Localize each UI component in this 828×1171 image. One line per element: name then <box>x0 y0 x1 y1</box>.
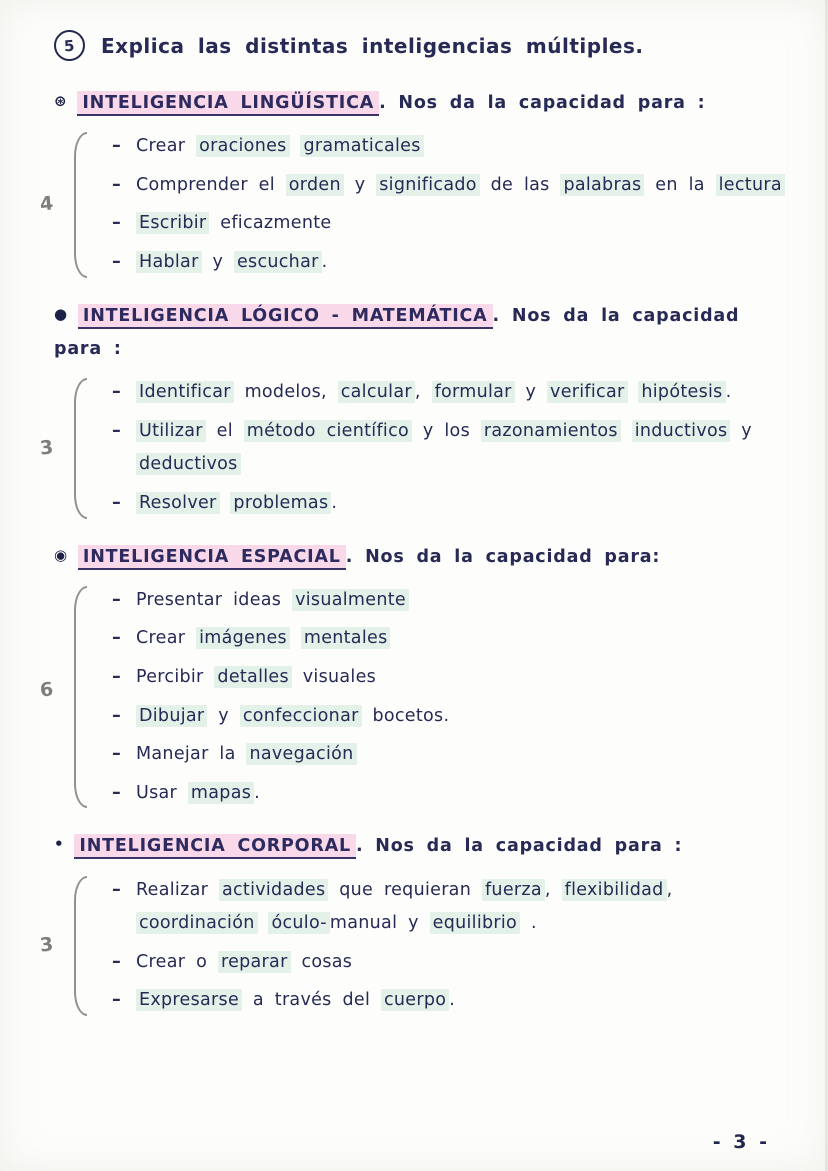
item-text-segment: . <box>725 382 732 403</box>
note-item <box>112 415 794 482</box>
note-item <box>112 130 794 164</box>
highlighted-word: navegación <box>246 743 356 765</box>
highlighted-word: deductivos <box>136 453 241 475</box>
item-text-segment: de las <box>479 174 561 195</box>
item-text-segment: Presentar ideas <box>136 589 293 610</box>
item-text-segment: y <box>207 705 240 726</box>
item-text <box>136 376 794 410</box>
item-text-segment: en la <box>644 174 716 195</box>
highlighted-word: coordinación <box>136 912 258 934</box>
highlighted-word: Resolver <box>136 492 220 514</box>
heading-suffix: . Nos da la capacidad para : <box>54 305 740 359</box>
highlighted-word: Identificar <box>136 381 234 403</box>
intelligence-section <box>38 87 794 280</box>
left-bracket <box>74 378 87 518</box>
section-body <box>38 130 794 279</box>
item-text <box>136 700 794 734</box>
section-heading-line <box>54 87 794 120</box>
item-text-segment: y <box>514 382 548 403</box>
item-text-segment: . <box>520 913 537 934</box>
item-text-segment: , <box>544 879 562 900</box>
highlighted-word: método científico <box>244 420 412 442</box>
highlighted-word: equilibrio <box>430 912 520 934</box>
item-text-segment: y <box>201 252 234 273</box>
item-text-segment <box>258 913 269 933</box>
section-heading: INTELIGENCIA LÓGICO - MATEMÁTICA <box>78 304 493 329</box>
item-count-label: 4 <box>38 192 55 216</box>
sections-container <box>14 87 794 1018</box>
item-text-segment: . <box>449 990 456 1011</box>
section-body <box>38 874 794 1018</box>
item-text-segment: , <box>666 879 673 900</box>
item-dash: – <box>112 252 122 273</box>
highlighted-word: detalles <box>214 666 291 688</box>
item-count-label: 3 <box>38 436 55 460</box>
item-text <box>136 169 794 203</box>
highlighted-word: Hablar <box>136 251 202 273</box>
highlighted-word: cuerpo <box>381 989 449 1011</box>
intelligence-section <box>38 541 794 811</box>
note-item <box>112 777 794 811</box>
item-text <box>136 415 794 482</box>
note-item <box>112 169 794 203</box>
item-dash: – <box>112 666 122 687</box>
item-text-segment: Comprender el <box>136 174 286 195</box>
highlighted-word: Dibujar <box>136 705 207 727</box>
item-text-segment: Crear <box>136 136 197 157</box>
item-dash: – <box>112 213 122 234</box>
item-text-segment: . <box>254 782 261 803</box>
item-text-segment: que requieran <box>328 879 482 900</box>
item-dash: – <box>112 782 122 803</box>
highlighted-word: gramaticales <box>300 135 423 157</box>
item-text-segment: , <box>414 382 432 403</box>
highlighted-word: reparar <box>218 951 291 973</box>
note-item <box>112 874 794 941</box>
page-title <box>54 30 794 61</box>
item-count-label: 3 <box>38 933 55 957</box>
item-text-segment: Crear o <box>136 951 218 972</box>
item-text-segment <box>628 382 639 402</box>
section-bullet-icon: ● <box>54 304 68 323</box>
item-text <box>136 984 794 1018</box>
highlighted-word: inductivos <box>632 420 731 442</box>
note-item <box>112 246 794 280</box>
item-text <box>136 487 794 521</box>
item-text-segment: modelos, <box>233 382 338 403</box>
item-text-segment: . <box>331 492 338 513</box>
intelligence-section <box>38 300 794 521</box>
highlighted-word: orden <box>286 174 344 196</box>
section-heading-line <box>54 541 794 574</box>
heading-suffix: . Nos da la capacidad para : <box>355 836 683 857</box>
highlighted-word: lectura <box>716 174 785 196</box>
item-text-segment: visuales <box>291 666 377 687</box>
highlighted-word: palabras <box>560 174 644 196</box>
circled-number-icon: 5 <box>53 29 86 62</box>
item-text <box>136 738 794 772</box>
highlighted-word: flexibilidad <box>562 879 667 901</box>
item-text-segment <box>290 136 301 156</box>
heading-suffix: . Nos da la capacidad para: <box>345 546 661 567</box>
item-dash: – <box>112 420 122 441</box>
highlighted-word: Expresarse <box>136 989 242 1011</box>
item-dash: – <box>112 589 122 610</box>
item-dash: – <box>112 136 122 157</box>
highlighted-word: óculo- <box>268 912 329 934</box>
item-dash: – <box>112 382 122 403</box>
item-text-segment: cosas <box>290 951 353 972</box>
item-text <box>136 661 794 695</box>
item-text-segment: Realizar <box>136 879 219 900</box>
item-text-segment <box>621 421 632 441</box>
item-text-segment: a través del <box>242 990 381 1011</box>
highlighted-word: mentales <box>301 627 391 649</box>
item-text-segment: y los <box>412 420 481 441</box>
section-bullet-icon: ◉ <box>54 545 68 564</box>
item-dash: – <box>112 744 122 765</box>
note-item <box>112 487 794 521</box>
item-dash: – <box>112 879 122 900</box>
left-bracket <box>74 876 87 1016</box>
note-item <box>112 622 794 656</box>
item-list <box>82 874 794 1018</box>
highlighted-word: formular <box>432 381 515 403</box>
section-bullet-icon: • <box>54 835 65 854</box>
note-item <box>112 738 794 772</box>
item-text-segment: Usar <box>136 782 188 803</box>
item-text <box>136 207 794 241</box>
highlighted-word: Utilizar <box>136 420 206 442</box>
highlighted-word: significado <box>376 174 480 196</box>
item-text-segment: . <box>321 252 328 273</box>
highlighted-word: Escribir <box>136 212 209 234</box>
highlighted-word: escuchar <box>234 251 322 273</box>
highlighted-word: oraciones <box>196 135 290 157</box>
section-body <box>38 584 794 811</box>
item-text-segment: Percibir <box>136 666 215 687</box>
item-text-segment: y <box>730 420 752 441</box>
page-number: - 3 - <box>712 1131 770 1153</box>
highlighted-word: confeccionar <box>240 705 362 727</box>
item-list <box>82 130 794 279</box>
item-dash: – <box>112 628 122 649</box>
highlighted-word: actividades <box>219 879 328 901</box>
section-heading-line <box>54 830 794 863</box>
note-item <box>112 584 794 618</box>
item-text-segment <box>220 493 231 513</box>
item-text <box>136 622 794 656</box>
section-heading: INTELIGENCIA ESPACIAL <box>78 545 346 570</box>
highlighted-word: razonamientos <box>481 420 621 442</box>
highlighted-word: verificar <box>547 381 627 403</box>
note-item <box>112 376 794 410</box>
intelligence-section <box>38 830 794 1018</box>
item-text <box>136 584 794 618</box>
item-dash: – <box>112 492 122 513</box>
highlighted-word: mapas <box>188 782 254 804</box>
highlighted-word: fuerza <box>482 879 545 901</box>
item-text-segment: el <box>205 420 244 441</box>
item-list <box>82 584 794 811</box>
section-heading-line <box>54 300 794 367</box>
item-dash: – <box>112 705 122 726</box>
item-list <box>82 376 794 520</box>
item-text-segment <box>290 628 301 648</box>
page-title-text: Explica las distintas inteligencias múltiples. <box>101 33 644 58</box>
heading-suffix: . Nos da la capacidad para : <box>379 93 706 113</box>
left-bracket <box>74 132 87 277</box>
section-bullet-icon: ⊛ <box>54 92 68 110</box>
note-item <box>112 661 794 695</box>
item-dash: – <box>112 174 122 195</box>
item-text-segment: Manejar la <box>136 744 247 765</box>
section-heading: INTELIGENCIA LINGÜÍSTICA <box>77 91 379 116</box>
item-text-segment: Crear <box>136 628 197 649</box>
note-item <box>112 946 794 980</box>
note-item <box>112 207 794 241</box>
note-item <box>112 984 794 1018</box>
note-item <box>112 700 794 734</box>
highlighted-word: hipótesis <box>638 381 725 403</box>
section-heading: INTELIGENCIA CORPORAL <box>74 834 356 859</box>
item-count-label: 6 <box>38 678 55 702</box>
left-bracket <box>74 586 87 809</box>
item-text-segment: manual y <box>329 913 430 934</box>
item-dash: – <box>112 951 122 972</box>
item-text-segment: y <box>343 174 377 195</box>
item-text-segment: bocetos. <box>361 705 450 726</box>
highlighted-word: calcular <box>338 381 415 403</box>
item-text <box>136 130 794 164</box>
item-text <box>136 874 794 941</box>
highlighted-word: visualmente <box>292 589 409 611</box>
item-text <box>136 946 794 980</box>
item-text <box>136 246 794 280</box>
highlighted-word: imágenes <box>196 627 290 649</box>
item-text-segment: eficazmente <box>209 213 332 234</box>
item-dash: – <box>112 990 122 1011</box>
highlighted-word: problemas <box>230 492 331 514</box>
section-body <box>38 376 794 520</box>
item-text <box>136 777 794 811</box>
